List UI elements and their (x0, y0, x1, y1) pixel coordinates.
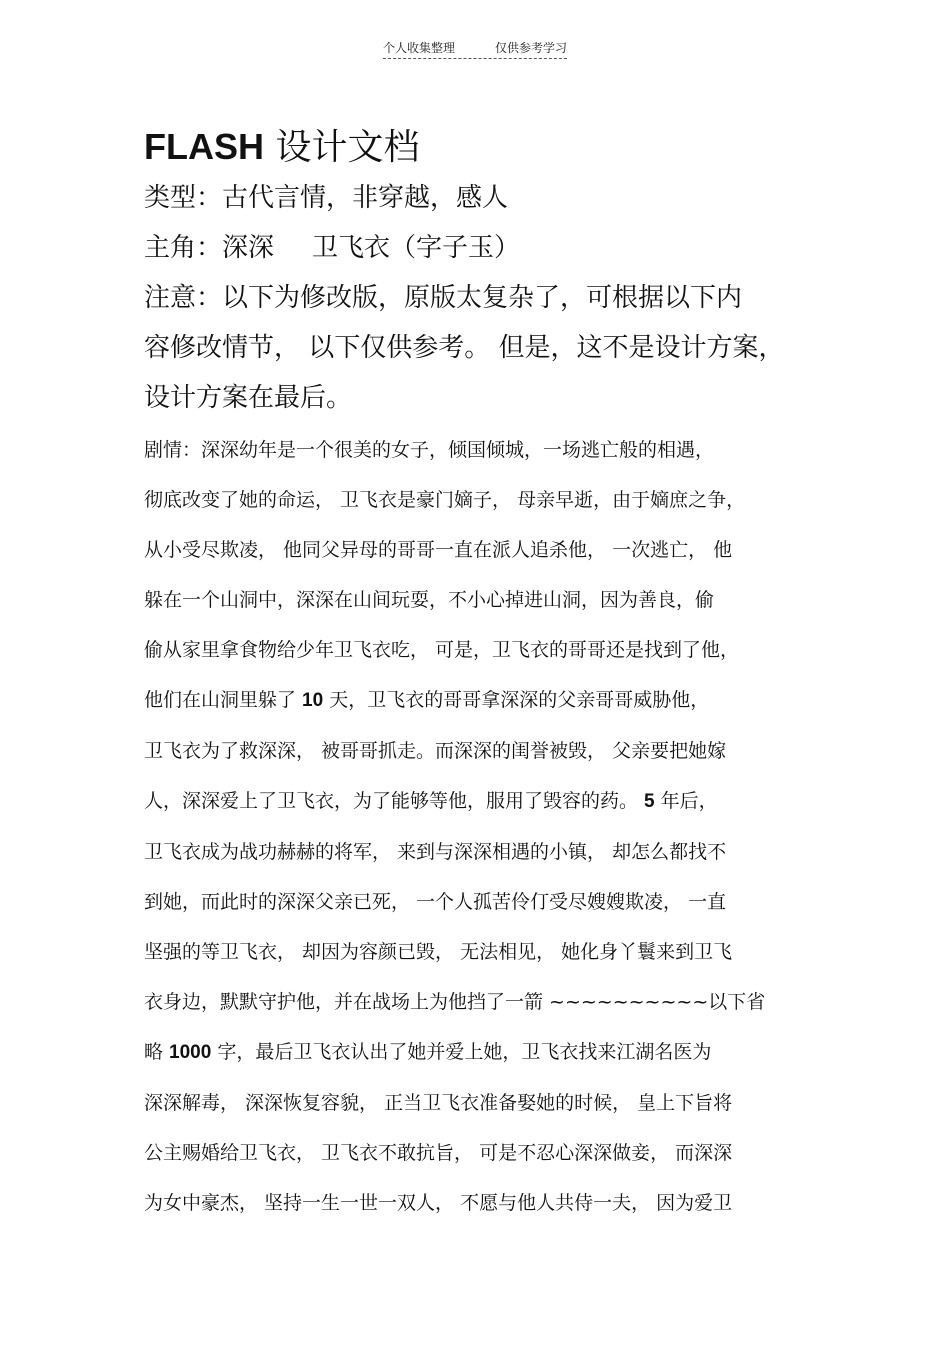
plot-line: 彻底改变了她的命运， 卫飞衣是豪门嫡子， 母亲早逝，由于嫡庶之争， (144, 489, 746, 511)
plot-line: 卫飞衣成为战功赫赫的将军， 来到与深深相遇的小镇， 却怎么都找不 (144, 841, 727, 863)
note-paragraph (144, 273, 824, 423)
title-latin: FLASH (144, 126, 264, 167)
plot-number: 1000 (169, 1042, 212, 1063)
plot-number: 10 (302, 690, 324, 711)
plot-line: 偷从家里拿食物给少年卫飞衣吃， 可是，卫飞衣的哥哥还是找到了他， (144, 639, 740, 661)
page-header (383, 40, 567, 59)
plot-line: 坚强的等卫飞衣， 却因为容颜已毁， 无法相见， 她化身丫鬟来到卫飞 (144, 941, 733, 963)
plot-line: 他们在山洞里躲了 10 天，卫飞衣的哥哥拿深深的父亲哥哥威胁他， (144, 689, 710, 711)
plot-line: 剧情：深深幼年是一个很美的女子，倾国倾城，一场逃亡般的相遇， (144, 439, 715, 461)
plot-line: 为女中豪杰， 坚持一生一世一双人， 不愿与他人共侍一夫， 因为爱卫 (144, 1192, 733, 1214)
plot-line: 公主赐婚给卫飞衣， 卫飞衣不敢抗旨， 可是不忍心深深做妾， 而深深 (144, 1142, 733, 1164)
protagonist-name2: 卫飞衣（字子玉） (312, 233, 521, 263)
plot-line: 躲在一个山洞中，深深在山间玩耍，不小心掉进山洞，因为善良，偷 (144, 589, 715, 611)
note-line: 设计方案在最后。 (144, 383, 353, 413)
note-line: 容修改情节， 以下仅供参考。 但是，这不是设计方案， (144, 333, 785, 363)
header-right-text: 仅供参考学习 (494, 41, 567, 55)
title-cjk: 设计文档 (275, 127, 420, 168)
header-left-text: 个人收集整理 (383, 41, 456, 55)
plot-number: 5 (644, 791, 655, 812)
document-body (144, 122, 824, 1228)
plot-paragraph (144, 425, 824, 1228)
protagonist-line (144, 223, 824, 273)
plot-line: 略 1000 字，最后卫飞衣认出了她并爱上她，卫飞衣找来江湖名医为 (144, 1041, 712, 1063)
plot-line: 从小受尽欺凌， 他同父异母的哥哥一直在派人追杀他， 一次逃亡， 他 (144, 539, 733, 561)
document-title (144, 122, 824, 173)
protagonist-prefix: 主角：深深 (144, 233, 275, 263)
plot-line: 衣身边，默默守护他，并在战场上为他挡了一箭 ~~~~~~~~~~以下省 (144, 991, 766, 1013)
plot-line: 人，深深爱上了卫飞衣，为了能够等他，服用了毁容的药。 5 年后， (144, 790, 718, 812)
type-line: 类型：古代言情，非穿越，感人 (144, 183, 509, 213)
note-line: 注意：以下为修改版，原版太复杂了，可根据以下内 (144, 283, 743, 313)
plot-line: 深深解毒， 深深恢复容貌， 正当卫飞衣准备娶她的时候， 皇上下旨将 (144, 1092, 733, 1114)
plot-line: 卫飞衣为了救深深， 被哥哥抓走。而深深的闺誉被毁， 父亲要把她嫁 (144, 740, 727, 762)
plot-line: 到她，而此时的深深父亲已死， 一个人孤苦伶仃受尽嫂嫂欺凌， 一直 (144, 891, 727, 913)
